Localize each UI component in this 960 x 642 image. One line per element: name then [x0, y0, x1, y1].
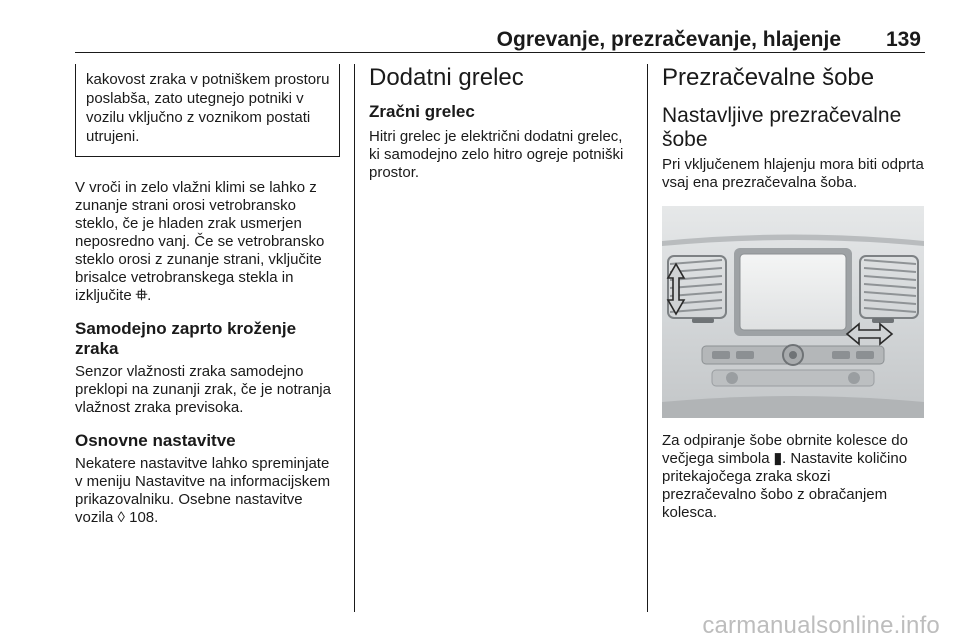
section-subtitle-air-heater: Zračni grelec — [369, 102, 475, 121]
column-right — [662, 64, 927, 522]
section-heading-auto-recirculation: Samodejno zaprto kroženje zraka — [75, 319, 297, 358]
column-divider — [354, 64, 355, 612]
paragraph-vents-open: Pri vključenem hlajenju mora biti odprta vsaj ena prezračevalna šoba. — [662, 156, 924, 191]
paragraph-open-vent — [662, 432, 927, 522]
paragraph-end: . Nastavite količino pritekajočega zraka skozi prezračevalno šobo z obračanjem kolesca. — [662, 450, 908, 521]
paragraph-text: V vroči in zelo vlažni klimi se lahko z zunanje strani orosi vetrobransko steklo, če je hladen zrak usmerjen neposredno vanj. Če se vetrobransko steklo orosi z zunanje strani, vključite brisalce vetrobranskega stekla in izključite — [75, 179, 325, 304]
page-number: 139 — [885, 28, 921, 51]
header-title: Ogrevanje, prezračevanje, hlajenje — [496, 28, 841, 51]
dashboard-illustration — [662, 206, 924, 418]
page-reference: 108. — [129, 509, 159, 526]
section-title-auxiliary-heater: Dodatni grelec — [369, 64, 524, 91]
note-box: kakovost zraka v potniškem prostoru poslabša, zato utegnejo potniki v vozilu vključno z voznikom postati utrujeni. — [75, 64, 340, 157]
paragraph-text: Nekatere nastavitve lahko spreminjate v meniju Nastavitve na informacijskem prikazovalniku. Osebne nastavitve vozila — [75, 455, 331, 526]
page-reference-icon: ◊ — [117, 509, 125, 526]
recirculation-icon: ⯐ — [135, 287, 148, 304]
paragraph-end: . — [147, 287, 152, 304]
column-left — [75, 64, 340, 527]
paragraph-text: Za odpiranje šobe obrnite kolesce do večjega simbola — [662, 432, 908, 467]
large-vent-symbol-icon: ▮ — [773, 450, 782, 467]
section-heading-basic-settings: Osnovne nastavitve — [75, 431, 236, 450]
page-header — [75, 28, 925, 53]
paragraph-auto-recirculation: Senzor vlažnosti zraka samodejno preklopi na zunanji zrak, če je notranja vlažnost zraka previsoka. — [75, 363, 331, 416]
column-middle — [369, 64, 635, 182]
paragraph-air-heater: Hitri grelec je električni dodatni grelec, ki samodejno zelo hitro ogreje potniški prostor. — [369, 128, 624, 181]
section-title-air-vents: Prezračevalne šobe — [662, 64, 875, 91]
paragraph-defog — [75, 179, 340, 305]
column-divider — [647, 64, 648, 612]
dashboard-vents-photo — [662, 206, 924, 418]
paragraph-basic-settings — [75, 455, 340, 527]
watermark: carmanualsonline.info — [702, 612, 940, 639]
section-subtitle-adjustable-vents: Nastavljive prezračevalne šobe — [662, 104, 902, 151]
